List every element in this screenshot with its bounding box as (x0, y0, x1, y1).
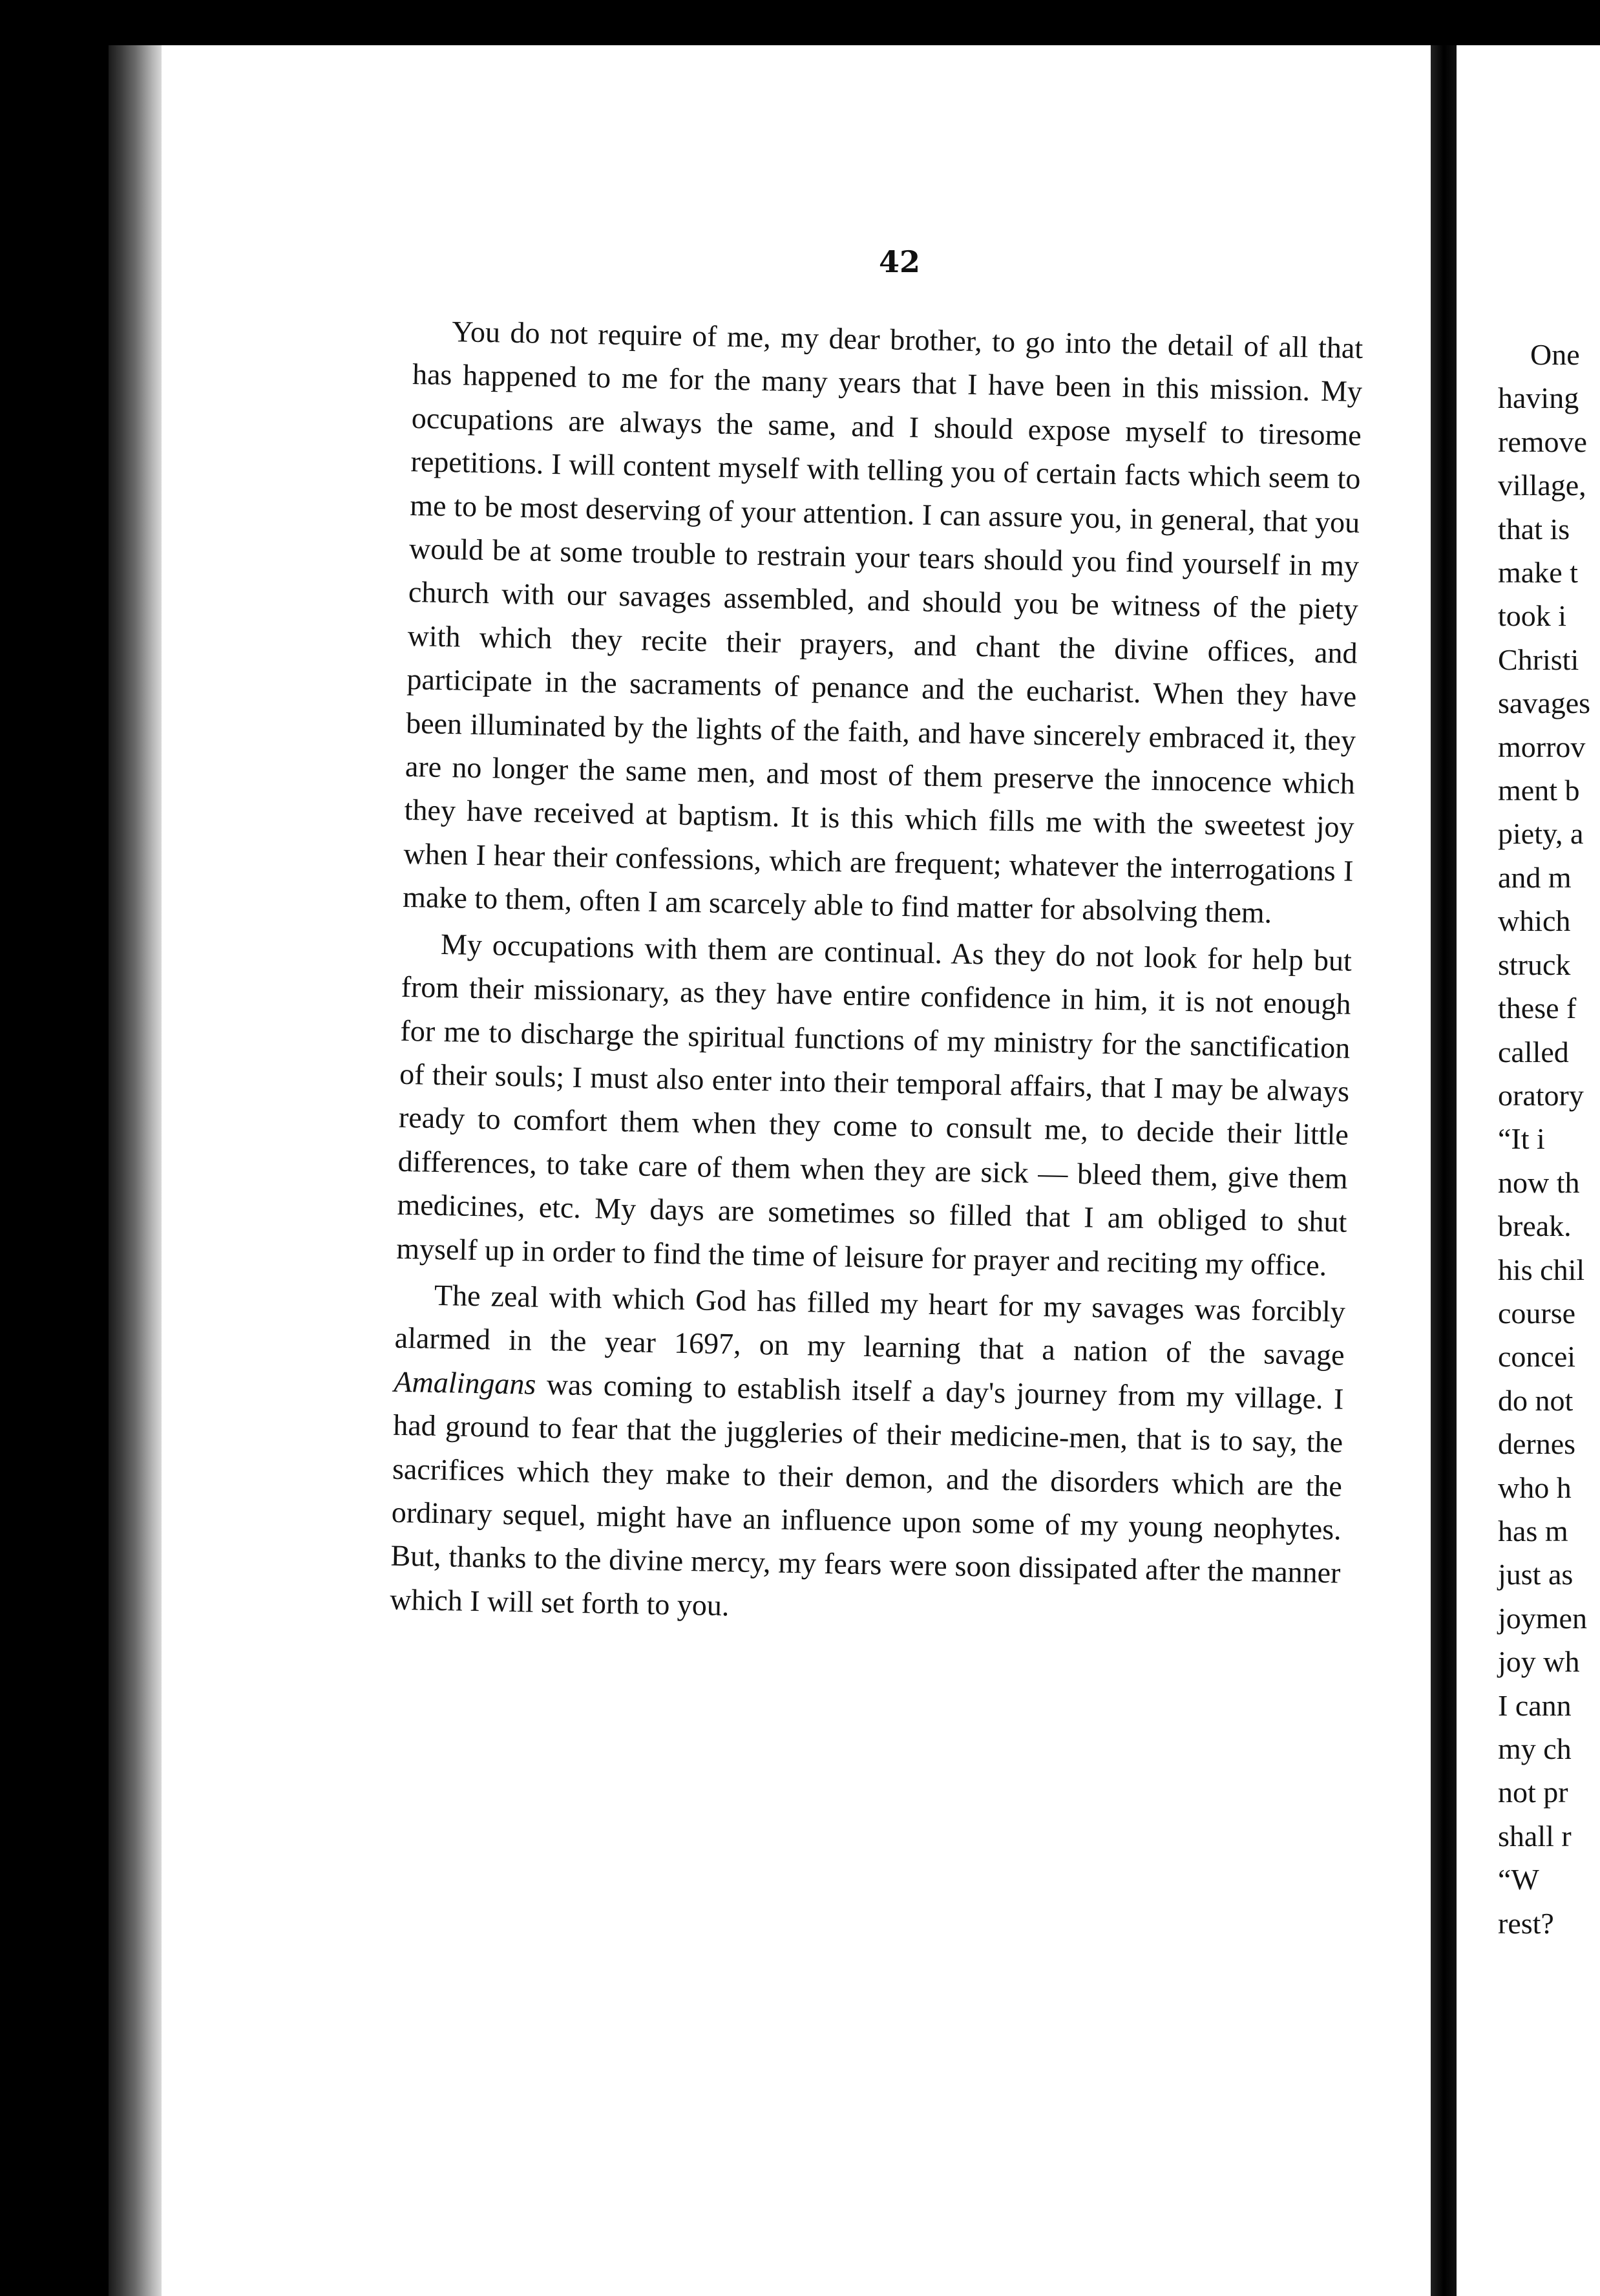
book-gutter (1431, 45, 1457, 2296)
paragraph-1: You do not require of me, my dear brother, to go into the detail of all that has happened to me for the many years that I have been in this mission. My occupations are always the same, and I should expose myself to tiresome repetitions. I will content myself with telling you of certain facts which seem to me to be most deserving of your attention. I can assure you, in general, that you would be at some trouble to restrain your tears should you find yourself in my church with our savages assembled, and should you be witness of the piety with which they recite their prayers, and chant the divine offices, and participate in the sacraments of penance and the eucharist. When they have been illuminated by the lights of the faith, and have sincerely embraced it, they are no longer the same men, and most of them preserve the innocence which they have received at baptism. It is this which fills me with the sweetest joy when I hear their confessions, which are frequent; whatever the interrogations I make to them, often I am scarcely able to find matter for absolving them. (402, 315, 1363, 930)
page-number: 42 (879, 244, 921, 279)
right-page-line: oratory (1498, 1078, 1584, 1112)
right-page-line: ment b (1498, 774, 1580, 807)
right-page-line: course (1498, 1296, 1576, 1330)
paragraph-2: My occupations with them are continual. As they do not look for help but from their missionary, as they have entire confidence in him, it is not enough for me to discharge the spiritual functions of my ministry for the sanctification of their souls; I must also enter into their temporal affairs, that I may be always ready to comfort them when they come to consult me, to decide their little differences, to take care of them when they are sick — bleed them, give them medicines, etc. My days are sometimes so filled that I am obliged to shut myself up in order to find the time of leisure for prayer and reciting my office. (395, 927, 1353, 1282)
right-page-line: took i (1498, 599, 1567, 633)
nation-name-italic: Amalingans (394, 1365, 536, 1401)
right-page-line: my ch (1498, 1732, 1572, 1765)
right-page-line: just as (1498, 1558, 1574, 1591)
right-page-line: who h (1498, 1471, 1572, 1504)
right-page-line: struck (1498, 948, 1571, 981)
right-page-line: and m (1498, 860, 1572, 894)
right-page-line: dernes (1498, 1427, 1576, 1461)
right-page-line: make t (1498, 556, 1578, 590)
right-page-line: having (1498, 381, 1579, 415)
right-page-line: savages (1498, 686, 1591, 720)
right-page-line: which (1498, 904, 1571, 938)
right-page-line: joy wh (1498, 1645, 1580, 1679)
right-page-line: morrov (1498, 730, 1586, 763)
right-page-line: remove (1498, 425, 1587, 458)
right-page-line: I cann (1498, 1688, 1572, 1722)
right-page-line: has m (1498, 1514, 1568, 1547)
right-page-line: One (1530, 338, 1580, 371)
scan-top-border (0, 0, 1600, 50)
right-page-line: these f (1498, 992, 1577, 1025)
page-left-edge-shadow (109, 45, 168, 2296)
right-page-line: “It i (1498, 1122, 1545, 1156)
right-page-text-fragments (1498, 333, 1600, 1945)
paragraph-3 (390, 1273, 1346, 1639)
right-page-line: “W (1498, 1863, 1539, 1897)
right-page-line: joymen (1498, 1601, 1587, 1635)
right-page-line: called (1498, 1035, 1569, 1068)
paragraph-3-part-2: was coming to establish itself a day's journey from my village. I had ground to fear that the juggleries of their medicine-men, that is to say, the sacrifices which they make to their demon, and the disorders which are the ordinary sequel, might have an influence upon some of my young neophytes. But, thanks to the divine mercy, my fears were soon dissipated after the manner which I will set forth to you. (389, 1367, 1344, 1622)
right-page-line: Christi (1498, 643, 1579, 676)
right-page-line: concei (1498, 1340, 1576, 1374)
scan-left-border (0, 0, 109, 2296)
right-page-line: shall r (1498, 1819, 1572, 1853)
right-page-line: do not (1498, 1383, 1574, 1417)
right-page-line: break. (1498, 1209, 1572, 1243)
right-page-line: rest? (1498, 1906, 1554, 1940)
right-page-line: not pr (1498, 1776, 1568, 1809)
right-page-line: now th (1498, 1165, 1580, 1199)
right-page-line: piety, a (1498, 817, 1584, 851)
right-page-line: village, (1498, 469, 1586, 502)
right-page-line: that is (1498, 512, 1570, 546)
paragraph-3-part-1: The zeal with which God has filled my heart for my savages was forcibly alarmed in the year 1697, on my learning that a nation of the savage (394, 1278, 1346, 1372)
right-page-line: his chil (1498, 1253, 1585, 1286)
left-page-text (390, 309, 1363, 1639)
